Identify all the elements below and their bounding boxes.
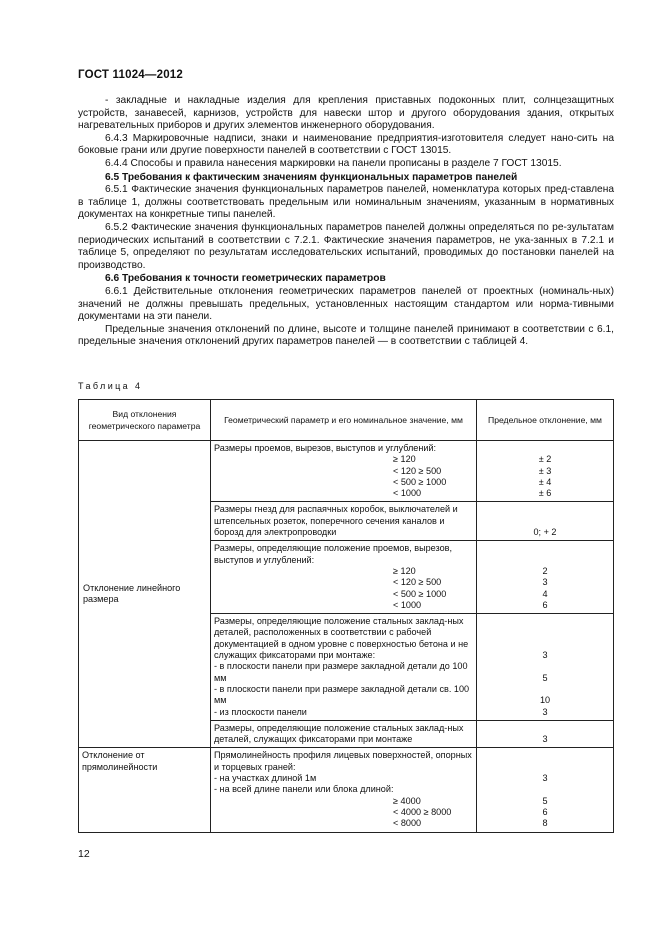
value: ± 3 xyxy=(538,465,552,476)
list-item: - на всей длине панели или блока длиной: xyxy=(214,784,394,795)
group-label-linear-size: Отклонение линейного размера xyxy=(79,441,211,748)
value: 10 xyxy=(539,695,551,706)
range: < 8000 xyxy=(393,818,422,829)
range: < 500 ≥ 1000 xyxy=(393,476,447,487)
page-header-title: ГОСТ 11024—2012 xyxy=(78,69,183,81)
list-item: - в плоскости панели при размере закладной детали св. 100 мм xyxy=(214,683,470,706)
range: ≥ 4000 xyxy=(393,795,421,806)
header-limit-deviation: Предельное отклонение, мм xyxy=(477,400,614,441)
range: < 120 ≥ 500 xyxy=(393,577,442,588)
range: ≥ 120 xyxy=(393,454,416,465)
paragraph-embedded-items: - закладные и накладные изделия для крепления приставных подоконных плит, солнцезащитных устройств, занавесей, карнизов, устройств для навески штор и другого оборудования здания, открытых нагревательных приборов и других элементов инженерного оборудования. xyxy=(78,95,614,132)
list-item: - на участках длиной 1м xyxy=(214,773,317,784)
row-openings-sizes xyxy=(211,441,477,502)
value: 5 xyxy=(542,795,548,806)
table-header-row xyxy=(79,400,614,441)
row-fixator-value xyxy=(477,720,614,748)
header-deviation-type: Вид отклонения геометрического параметра xyxy=(79,400,211,441)
value: 0; + 2 xyxy=(533,527,557,538)
value: 5 xyxy=(542,672,548,683)
table-caption: Таблица 4 xyxy=(78,381,143,391)
range: < 1000 xyxy=(393,599,422,610)
row-openings-position-values xyxy=(477,541,614,614)
paragraph-6-4-4: 6.4.4 Способы и правила нанесения маркировки на панели прописаны в разделе 7 ГОСТ 13015. xyxy=(105,157,562,169)
value: ± 6 xyxy=(538,488,552,499)
row-sockets-sizes: Размеры гнезд для распаячных коробок, выключателей и штепсельных розеток, поперечного сечения каналов и борозд для электропроводки xyxy=(211,502,477,541)
range: < 1000 xyxy=(393,488,422,499)
range: ≥ 120 xyxy=(393,565,416,576)
row-openings-position xyxy=(211,541,477,614)
range: < 4000 ≥ 8000 xyxy=(393,806,452,817)
paragraph-6-5-1: 6.5.1 Фактические значения функциональных параметров панелей, номенклатура которых пред-ставлена в таблице 1, должны соответствовать предельным или номинальным значениям, указанным в нормативных документах на конкретные типы панелей. xyxy=(78,184,614,221)
value: 4 xyxy=(542,588,548,599)
value: 8 xyxy=(542,818,548,829)
value: 3 xyxy=(542,577,548,588)
value: ± 4 xyxy=(538,476,552,487)
table-row xyxy=(79,748,614,832)
row-straightness-values xyxy=(477,748,614,832)
paragraph-6-6-1-continued: Предельные значения отклонений по длине, высоте и толщине панелей принимают в соответствии с 6.1, предельные значения отклонений других параметров панелей — в соответствии с таблицей 4. xyxy=(78,323,614,348)
range: < 120 ≥ 500 xyxy=(393,465,442,476)
row-sockets-value xyxy=(477,502,614,541)
section-6-6-heading: 6.6 Требования к точности геометрических параметров xyxy=(105,273,386,285)
section-6-5-heading: 6.5 Требования к фактическим значениям функциональных параметров панелей xyxy=(105,171,518,183)
value: 6 xyxy=(542,599,548,610)
table-row xyxy=(79,441,614,502)
value: 2 xyxy=(542,565,548,576)
list-item: - из плоскости панели xyxy=(214,706,307,717)
header-parameter: Геометрический параметр и его номинальное значение, мм xyxy=(211,400,477,441)
paragraph-6-5-2: 6.5.2 Фактические значения функциональных параметров панелей должны определяться по ре-зультатам периодических испытаний в соответствии с 7.2.1. Фактические значения параметров, не ука-занных в 7.2.1 и таблице 5, определяют по результатам исследовательских испытаний, проводимых до постановки панелей на производство. xyxy=(78,221,614,271)
body-text xyxy=(78,95,614,349)
row-title: Прямолинейность профиля лицевых поверхностей, опорных и торцевых граней: xyxy=(214,750,472,772)
list-item: - в плоскости панели при размере закладной детали до 100 мм xyxy=(214,661,468,683)
row-straightness xyxy=(211,748,477,832)
page-number: 12 xyxy=(78,848,90,860)
row-title: Размеры, определяющие положение стальных заклад-ных деталей, расположенных в соответствии с рабочей документацией в одном уровне с поверхностью бетона и не служащих фиксаторами при монтаже: xyxy=(214,616,469,661)
value: 3 xyxy=(542,650,548,661)
tolerance-table xyxy=(78,399,614,833)
group-label-straightness: Отклонение от прямолинейности xyxy=(79,748,211,832)
row-title: Размеры, определяющие положение проемов, вырезов, выступов и углублений: xyxy=(214,543,453,565)
row-embedded-parts xyxy=(211,614,477,721)
range: < 500 ≥ 1000 xyxy=(393,588,447,599)
paragraph-6-6-1: 6.6.1 Действительные отклонения геометрических параметров панелей от проектных (номиналь-ных) значений не должны превышать предельных, установленных настоящим стандартом или норма-тивными документами на эти панели. xyxy=(78,285,614,323)
value: 3 xyxy=(542,734,548,745)
row-embedded-values xyxy=(477,614,614,721)
row-openings-values xyxy=(477,441,614,502)
paragraph-6-4-3: 6.4.3 Маркировочные надписи, знаки и наименование предприятия-изготовителя следует нано-сить на боковые грани или другие поверхности панелей в соответствии с ГОСТ 13015. xyxy=(78,132,614,157)
value: ± 2 xyxy=(538,454,552,465)
value: 6 xyxy=(542,806,548,817)
row-fixator-parts: Размеры, определяющие положение стальных заклад-ных деталей, служащих фиксаторами при монтаже xyxy=(211,720,477,748)
row-title: Размеры проемов, вырезов, выступов и углублений: xyxy=(214,443,437,453)
value: 3 xyxy=(542,706,548,717)
value: 3 xyxy=(542,773,548,784)
